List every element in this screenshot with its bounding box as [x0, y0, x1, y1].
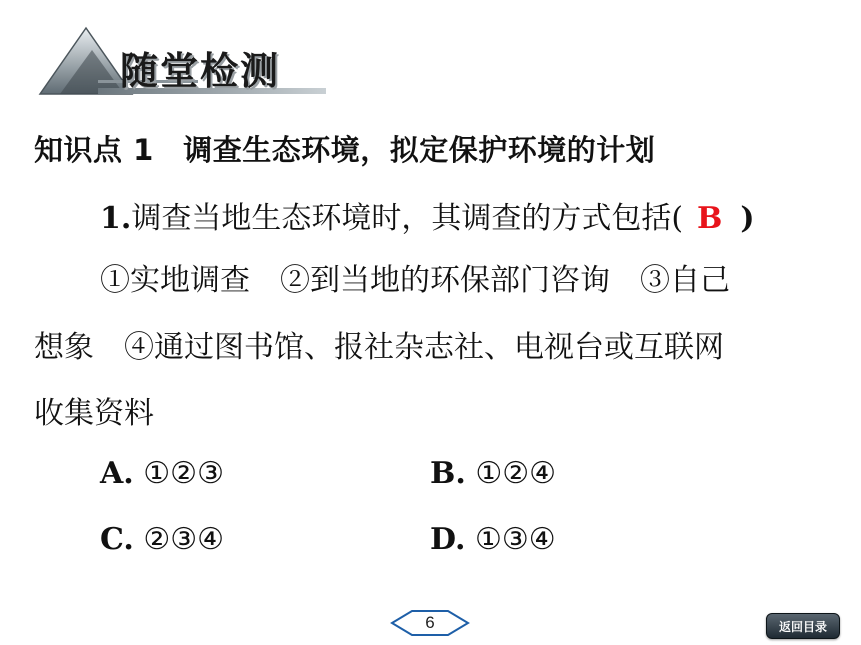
- option-c[interactable]: [100, 522, 224, 557]
- option-d[interactable]: [430, 522, 556, 557]
- option-text: ①③④: [474, 522, 556, 557]
- methods-line-1: ①实地调查 ②到当地的环保部门咨询 ③自己: [100, 263, 730, 298]
- option-text: ①②③: [143, 456, 224, 491]
- banner-title: 随堂检测: [120, 48, 281, 93]
- back-to-contents-button[interactable]: 返回目录: [766, 613, 840, 639]
- methods-line-2: 想象 ④通过图书馆、报社杂志社、电视台或互联网: [34, 330, 724, 365]
- question-stem: [100, 193, 861, 237]
- option-text: ②③④: [143, 522, 225, 557]
- option-letter: B.: [430, 456, 466, 491]
- option-b[interactable]: [430, 456, 556, 491]
- question-number: 1.: [100, 201, 132, 236]
- option-letter: D.: [430, 522, 466, 557]
- methods-line-3: 收集资料: [34, 396, 154, 431]
- question-text: 调查当地生态环境时，其调查的方式包括(: [131, 201, 684, 236]
- option-a[interactable]: [100, 456, 224, 491]
- option-letter: A.: [100, 456, 134, 491]
- answer-mark: B: [697, 201, 723, 236]
- page-indicator: [390, 608, 470, 638]
- question-close-paren: ): [740, 201, 755, 236]
- option-letter: C.: [100, 522, 134, 557]
- option-text: ①②④: [475, 456, 557, 491]
- page-number: 6: [425, 613, 435, 632]
- section-banner: [38, 26, 328, 98]
- knowledge-point-heading: 知识点 1 调查生态环境，拟定保护环境的计划: [34, 133, 656, 167]
